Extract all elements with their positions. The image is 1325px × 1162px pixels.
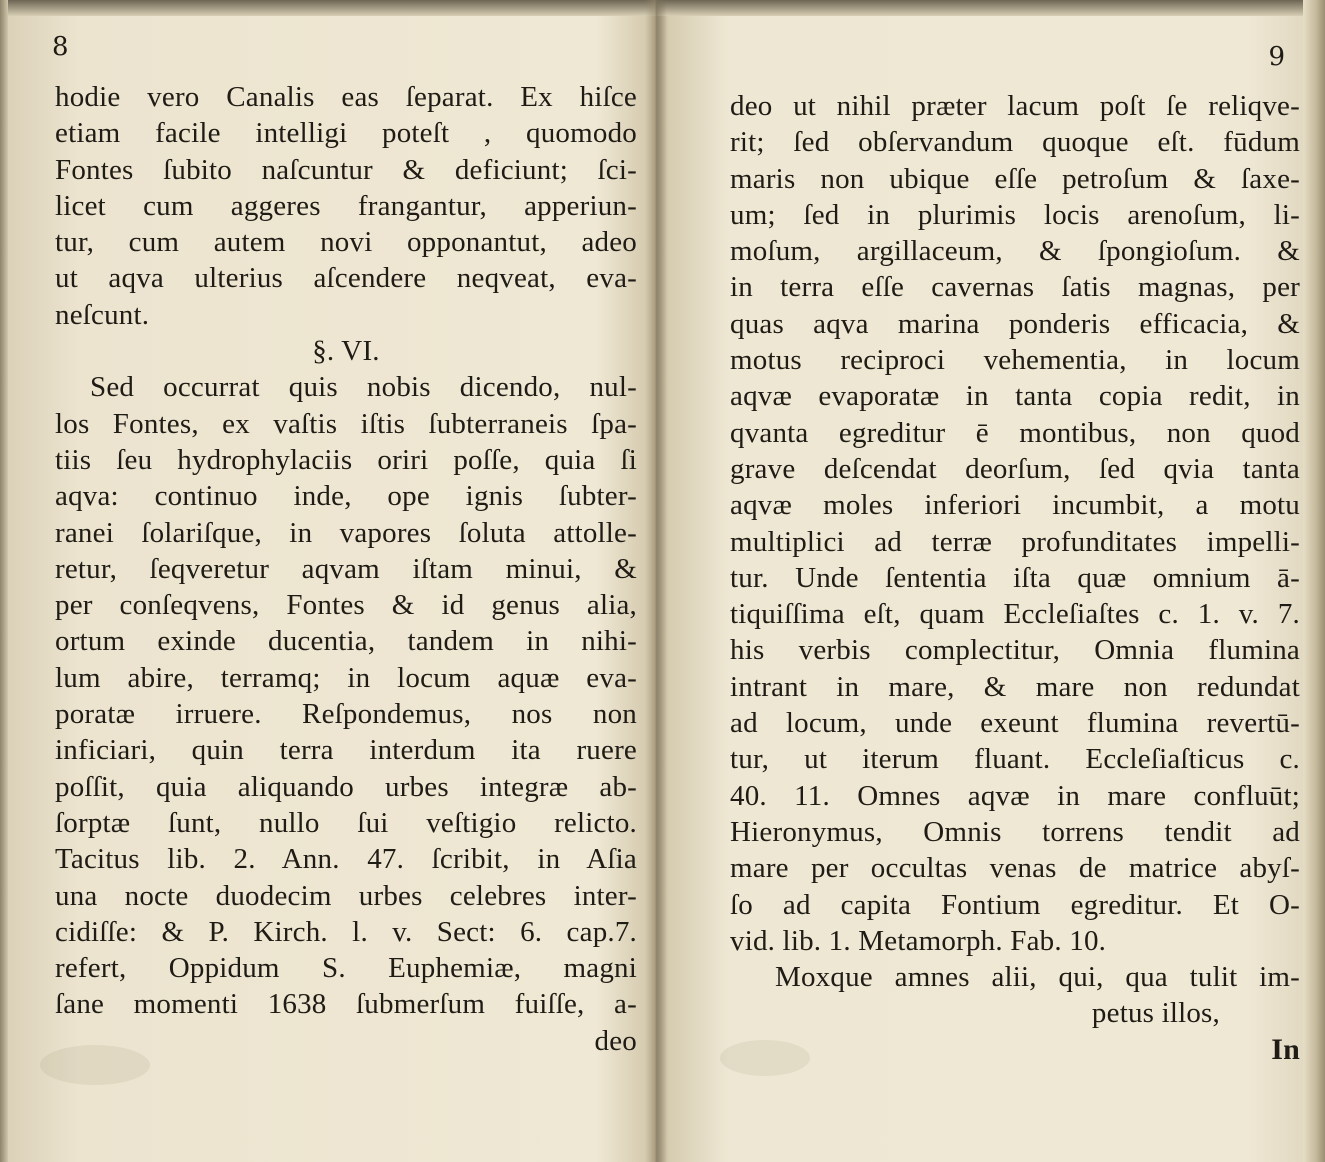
text-line: moſum, argillaceum, & ſpongioſum. & (730, 235, 1300, 268)
left-page (0, 0, 655, 1162)
page-number-right: 9 (1268, 42, 1285, 72)
text-line: motus reciproci vehementia, in locum (730, 344, 1300, 377)
text-line: neſcunt. (55, 298, 150, 331)
text-line: los Fontes, ex vaſtis iſtis ſubterraneis ſpa- (55, 407, 637, 440)
text-line: retur, ſeqveretur aqvam iſtam minui, & (55, 552, 637, 585)
text-line: licet cum aggeres frangantur, apperiun- (55, 189, 637, 222)
text-line: ſo ad capita Fontium egreditur. Et O- (730, 888, 1300, 921)
text-line: Hieronymus, Omnis torrens tendit ad (730, 815, 1300, 848)
text-line: poſſit, quia aliquando urbes integræ ab- (55, 770, 637, 803)
text-line: qvanta egreditur ē montibus, non quod (730, 416, 1300, 449)
text-line: cidiſſe: & P. Kirch. l. v. Sect: 6. cap.7. (55, 915, 637, 948)
text-line: tiis ſeu hydrophylaciis oriri poſſe, quia ſi (55, 443, 637, 476)
catchword: In (1271, 1032, 1300, 1066)
text-line: multiplici ad terræ profunditates impelli- (730, 525, 1300, 558)
text-line: ranei ſolariſque, in vapores ſoluta attolle- (55, 516, 637, 549)
text-line: maris non ubique eſſe petroſum & ſaxe- (730, 162, 1300, 195)
text-line: in terra eſſe cavernas ſatis magnas, per (730, 271, 1300, 304)
text-line: aqva: continuo inde, ope ignis ſubter- (55, 480, 637, 513)
text-line: his verbis complectitur, Omnia flumina (730, 634, 1300, 667)
text-line: ſane momenti 1638 ſubmerſum fuiſſe, a- (55, 988, 637, 1021)
text-line: per conſeqvens, Fontes & id genus alia, (55, 589, 637, 622)
text-line: tur. Unde ſententia iſta quæ omnium ā- (730, 561, 1300, 594)
text-line: hodie vero Canalis eas ſeparat. Ex hiſce (55, 81, 637, 113)
text-line: ortum exinde ducentia, tandem in nihi- (55, 625, 637, 658)
text-line: mare per occultas venas de matrice abyſ- (730, 852, 1300, 885)
verse-line: petus illos, (1091, 997, 1220, 1030)
text-line: tur, ut iterum fluant. Eccleſiaſticus c. (730, 743, 1300, 776)
text-line: ſorptæ ſunt, nullo ſui veſtigio relicto. (55, 806, 637, 839)
text-line: intrant in mare, & mare non redundat (730, 670, 1300, 703)
text-line: tur, cum autem novi opponantut, adeo (55, 226, 637, 259)
text-line: quas aqva marina ponderis efficacia, & (730, 307, 1300, 340)
text-line: um; ſed in plurimis locis arenoſum, li- (730, 198, 1300, 231)
verse-line: Moxque amnes alii, qui, qua tulit im- (775, 961, 1300, 994)
text-line: deo ut nihil præter lacum poſt ſe reliqve- (730, 90, 1300, 122)
text-line: aqvæ evaporatæ in tanta copia redit, in (730, 380, 1300, 413)
text-line: refert, Oppidum S. Euphemiæ, magni (55, 952, 637, 985)
text-line: inficiari, quin terra interdum ita ruere (55, 734, 637, 767)
text-line: una nocte duodecim urbes celebres inter- (55, 879, 637, 912)
text-line: Fontes ſubito naſcuntur & deficiunt; ſci- (55, 153, 637, 186)
text-line: vid. lib. 1. Metamorph. Fab. 10. (730, 924, 1107, 957)
text-line: lum abire, terramq; in locum aquæ eva- (55, 661, 637, 694)
text-line: Sed occurrat quis nobis dicendo, nul- (90, 371, 637, 404)
text-line: etiam facile intelligi poteſt , quomodo (55, 117, 637, 150)
text-line: 40. 11. Omnes aqvæ in mare confluūt; (730, 779, 1300, 812)
catchword: deo (594, 1024, 637, 1057)
text-line: Tacitus lib. 2. Ann. 47. ſcribit, in Aſia (55, 843, 637, 876)
page-number-left: 8 (52, 32, 69, 62)
text-line: poratæ irruere. Reſpondemus, nos non (55, 698, 637, 731)
text-line: grave deſcendat deorſum, ſed qvia tanta (730, 452, 1300, 485)
text-line: aqvæ moles inferiori incumbit, a motu (730, 489, 1300, 522)
text-line: ad locum, unde exeunt flumina revertū- (730, 707, 1300, 740)
text-line: tiquiſſima eſt, quam Eccleſiaſtes c. 1. v. 7. (730, 598, 1300, 631)
text-line: rit; ſed obſervandum quoque eſt. fūdum (730, 126, 1300, 159)
left-page-text (55, 79, 637, 1059)
right-page-text (730, 88, 1300, 1068)
right-page (655, 0, 1325, 1162)
section-heading: §. VI. (312, 335, 380, 368)
text-line: ut aqva ulterius aſcendere neqveat, eva- (55, 262, 637, 295)
